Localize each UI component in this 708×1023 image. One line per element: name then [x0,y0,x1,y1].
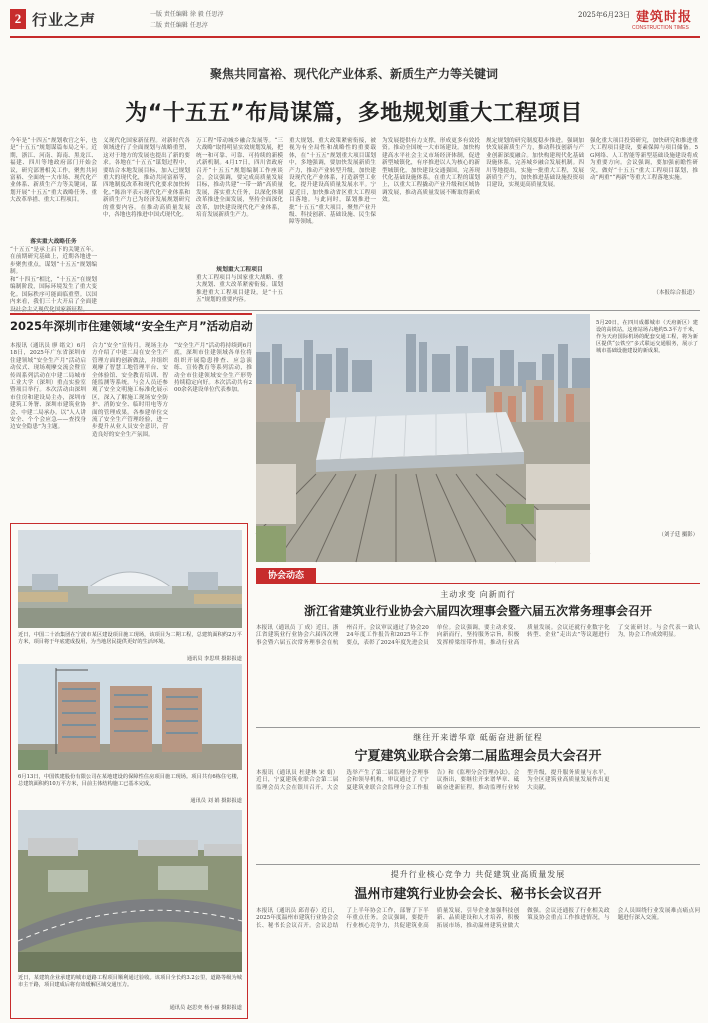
road-caption: 近日，某建筑企业承建的城市道路工程项目顺利通过验收。该项目全长约3.2公里，道路等级为城市主干路，项目建成后将有效缓解区域交通压力。 [18,975,242,988]
editors-line-1: 一版 责任编辑 徐 毅 任思淳 [150,11,224,18]
housing-credit: 通讯员 刘 娟 摄影报道 [190,798,242,804]
shenzhen-col3: “安全生产月”活动将持续到6月底，深圳市住建领域各单位将组织开展隐患排查、应急演练、宣传教育等系列活动，推动全市住建领域安全生产形势持续稳定向好。本次活动共有200余名建设单位代表参加。 [174,343,252,394]
lead-col1c-text: 和“十四五”相比，“十五五”在规划编制阶段，国际环境发生了重大变化。国际秩序可能面临重塑。以国内来看，我们三十大开启了全面建 [10,277,97,306]
masthead-rule [10,36,700,38]
masthead [0,0,708,40]
lead-col7-text: 强化重大项目投资研究，加快研究和推进重大工程项目建设，要素保障与项目储备。5G网络、人工智能等新型基础设施建设将成为重要方向。会议强调，要加强前瞻性研究，做好“十五五”重大工程项目谋划，推动“两重”“两新”等重大工程落地实施。 [590,138,698,182]
stadium-credit: 通讯员 李思琪 摄影报道 [186,656,242,662]
association-band-rule [316,583,700,584]
photo-housing [18,664,242,770]
lead-byline: （本报综合报道） [653,290,698,296]
lead-col3b-text: 重大工程项目与国家重大战略、重大规划、重大改革紧密衔接。谋划推进重大工程项目建设，是“十五五”规划的重要内容。 [196,275,283,304]
rail-photo-credit: （刘子廷 摄影） [658,532,698,538]
lead-col1b-text: “十五五”是承上启下的关键五年。在前期研究基础上，近期各地进一步聚焦重点，谋划“十五五”规划编制。 [10,247,97,276]
zhejiang-body: 本报讯（通讯员 丁 成）近日，浙江省建筑业行业协会六届四次理事会暨六届五次常务理事会在杭州召开。会议审议通过了协会2024年度工作报告和2025年工作要点，表彰了2024年度先进会员单位。会议强调，要主动求变、向新而行，坚持服务宗旨，积极发挥桥梁纽带作用，推动行业高质量发展。会议还就行业数字化转型、企业“走出去”等议题进行了交流研讨。与会代表一致认为，协会工作成效明显。 [256,625,700,646]
lead-column-1 [10,138,97,308]
zhejiang-kicker: 主动求变 向新而行 [440,590,516,599]
lead-headline: 为“十五五”布局谋篇，多地规划重大工程项目 [125,101,583,126]
ningxia-kicker: 继往开来谱华章 砥砺奋进新征程 [413,733,543,742]
lead-kicker: 聚焦共同富裕、现代化产业体系、新质生产力等关键词 [209,67,498,81]
wenzhou-kicker: 提升行业核心竞争力 共促建筑业高质量发展 [390,870,566,879]
ningxia-headline: 宁夏建筑业联合会第二届监理会员大会召开 [354,749,602,764]
lead-column-6: 规定规划的研究制度稳步推进。强调加快发展新质生产力，推动科技创新与产业创新深度融合。加快构建现代化基础设施体系，完善城乡融合发展机制。四川等地提出，实施一批重大工程，发展新质生产力，加快推进基础设施投资项目建设，实现更高质量发展。 [486,138,584,189]
wenzhou-body: 本报讯（通讯员 邱青春）近日，2025年度温州市建筑行业协会会长、秘书长会议召开。会议总结了上半年协会工作，部署了下半年重点任务。会议强调，要提升行业核心竞争力，共促建筑业高质量发展，引导企业加强科技创新、品质建设和人才培养，积极拓展市场，推动温州建筑业做大做强。会议还通报了行业相关政策及协会重点工作推进情况，与会人员围绕行业发展难点痛点问题进行深入交流。 [256,908,700,929]
rail-station-photo [256,314,590,562]
road-credit: 通讯员 赵思奕 杨小丽 摄影报道 [169,1005,242,1011]
wenzhou-headline: 温州市建筑行业协会会长、秘书长会议召开 [354,887,602,902]
shenzhen-col2: 合力“安全”宣传月。现场主办方介绍了中建二局在安全生产管理方面的创新做法，并组织观摩了智慧工地管理平台、安全体验馆、安全教育培训、智能监测等系统。与会人员还参观了安全文明施工标准化展示区，深入了解施工现场安全防护、消防安全、临时用电等方面的管理成果。各参建单位交流了安全生产管理经验，进一步提升从业人员安全意识，营造良好的安全生产氛围。 [92,343,168,438]
zhejiang-headline: 浙江省建筑业行业协会六届四次理事会暨六届五次常务理事会召开 [303,604,652,618]
housing-caption: 6月13日，中国铁建股份有限公司在某地建设的保障性住房项目施工现场。项目共有6栋住宅楼，总建筑面积约10万平方米，目前主体结构施工已基本完成。 [18,774,242,787]
section-title: 行业之声 [32,11,97,29]
lead-column-7 [590,138,698,308]
editors-line-2: 二版 责任编辑 任思淳 [150,22,208,29]
rail-photo-caption: 5月20日，在四川成都城市（天府新区）建设的高铁站。这座站场占地约5.3平方千米，作为天府国际机场的配套交通工程，将为新区提供“公铁空”多式联运交通服务，展示了城市基础设施建设的新成果。 [596,320,698,354]
lead-column-5: 为发展提供有力支撑，形成更多有效投资。推动全国统一大市场建设。加快构建高水平社会主义市场经济体制，促进新型城镇化，有序推进以人为核心的新型城镇化，加快建设交通强国，完善现代化基础设施体系。在重大工程的谋划上，以重大工程撬动产业升级和区域协调发展，推动高质量发展不断取得新成效。 [382,138,480,204]
rail-station-illustration [256,314,590,562]
shenzhen-top-rule [10,313,252,315]
lead-column-3 [196,138,283,308]
association-band [256,568,316,584]
shenzhen-col1: 本报讯（通讯员 廖 绪文）6月18日，2025年广东省深圳市住建领域“安全生产月”活动启动仪式、现场观摩交流会暨宣传周系列活动在中建二局城市工业大学（深圳）重点实验室暨项目举行。本次活动由深圳市住房和建设局主办，深圳市建筑工务署、深圳市建筑业协会、中建二局承办。以“人人讲安全、个个会应急——查找身边安全隐患”为主题。 [10,343,86,431]
road-illustration [18,810,242,972]
lead-bottom-rule [10,310,700,311]
rail-photo-caption-block [596,320,698,560]
housing-illustration [18,664,242,770]
ningxia-divider [256,727,700,728]
stadium-illustration [18,530,242,628]
issue-date: 2025年6月23日 [578,11,631,19]
lead-subhead-2: 规划重大工程项目 [216,267,263,273]
wenzhou-divider [256,864,700,865]
lead-col3-text: 万工程”带动城乡融合发展等。“三大战略”取得明显实效规划发展，把统一和可靠、可靠、可持续的新模式新机制。4月17日，四川省政府召开“十五五”规划编制工作座谈会。会议强调，要完成高质量发展目标，推动共建“一带一路”高质量发展，落实重大任务，以深化体制改革推进全面发展，坚持全面深化改革，加快建设现代化产业体系，培育发展新质生产力。 [196,138,283,219]
lead-column-4: 重大规划、重大政策紧密衔接，被视为有全局性和战略性的重要载体，在“十五五”规划重大项目谋划中，多地强调，要加快发展新质生产力，推动产业转型升级，加快建设现代化产业体系，打造新型工业化，提升建设高质量发展水平。宁夏近日，加快推动省区重大工程项目落地。与此同时，谋划推进一批“十五五”重大项目，聚焦产业升级、科技创新、基础设施、民生保障等领域。 [289,138,376,226]
photo-stadium [18,530,242,628]
lead-column-2: 义现代化国家新征程。对新时代各领域进行了全面规划与战略重塑，这对于地方的发展也提出了新的要求。各地在“十五五”谋划过程中，要结合本地发展目标，加入已规划重大的现代化，推动共同富裕等，四地制度改革和现代化要求加快转化。”陈治平表示现代化产业体系和新质生产力已为经济发展规划研究的重要内容。在推动高质量发展中，各地也将推进中国式现代化。 [103,138,190,219]
page-number: 2 [14,11,22,26]
lead-subhead-1: 落实重大战略任务 [30,239,77,245]
paper-name-en: CONSTRUCTION TIMES [632,25,689,31]
ningxia-body: 本报讯（通讯员 杜建林 宋 娟）近日，宁夏建筑业联合会第二届监理会员大会在银川召开。大会选举产生了第二届监理分会理事会和领导机构，审议通过了《宁夏建筑业联合会监理分会工作报告》和《监理分会管理办法》。会议指出，要继往开来谱华章、砥砺奋进新征程，推动监理行业转型升级，提升服务质量与水平，为全区建筑业高质量发展作出更大贡献。 [256,770,610,791]
lead-col1-text: 今年是“十四五”规划收官之年，也是“十五五”规划谋篇布局之年。近期，浙江、河南、海南、黑龙江、福建、四川等地政府部门开始会议，研究部署相关工作，聚焦共同富裕、全面统一大市场、现代化产业体系、新质生产力等关键词，谋划开展“十五五”重大战略任务、重大改革举措、重大工程项目。 [10,138,97,204]
shenzhen-headline: 2025年深圳市住建领域“安全生产月”活动启动 [10,319,253,333]
association-band-title: 协会动态 [267,571,304,581]
photo-road [18,810,242,972]
page-number-badge [10,9,26,29]
stadium-caption: 近日，中国二十冶集团在宁波市某区建设项目施工现场，该项目为二期工程，总建筑面积约2万平方米，项目将于年底建成投用，为当地居民提供更好的生活环境。 [18,632,242,645]
paper-name: 建筑时报 [636,10,693,25]
